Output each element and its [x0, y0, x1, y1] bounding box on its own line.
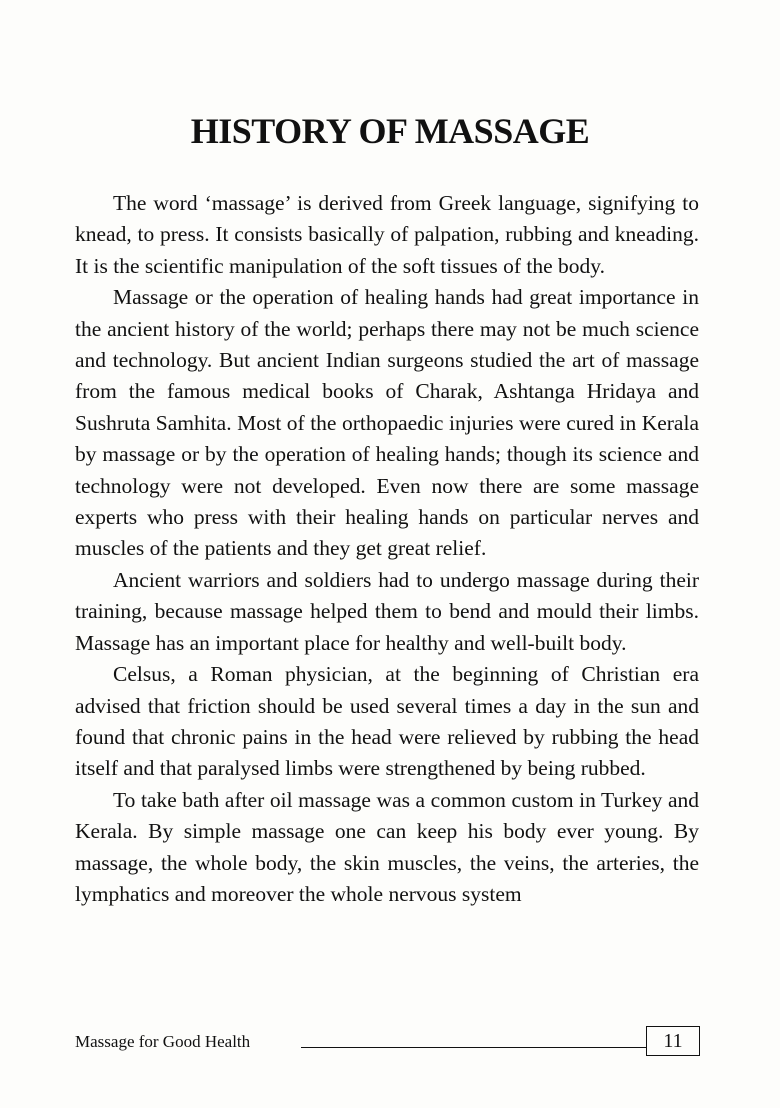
paragraph-3: Ancient warriors and soldiers had to undergo massage during their training, because massage helped them to bend and mould their limbs. Massage has an important place for healthy and well-built body. [75, 567, 699, 655]
footer-book-title: Massage for Good Health [75, 1032, 251, 1051]
paragraph-4: Celsus, a Roman physician, at the beginning of Christian era advised that friction should be used several times a day in the sun and found that chronic pains in the head were relieved by rubbing the head itself and that paralysed limbs were strengthened by being rubbed. [75, 662, 699, 781]
body-text [75, 188, 699, 910]
paragraph-5: To take bath after oil massage was a common custom in Turkey and Kerala. By simple massage one can keep his body ever young. By massage, the whole body, the skin muscles, the veins, the arteries, the lymphatics and moreover the whole nervous system [75, 787, 699, 906]
page-footer [75, 1026, 700, 1058]
page-title: HISTORY OF MASSAGE [190, 111, 590, 152]
paragraph-2: Massage or the operation of healing hands had great importance in the ancient history of the world; perhaps there may not be much science and technology. But ancient Indian surgeons studied the art of massage from the famous medical books of Charak, Ashtanga Hridaya and Sushruta Samhita. Most of the orthopaedic injuries were cured in Kerala by massage or by the operation of healing hands; though its science and technology were not developed. Even now there are some massage experts who press with their healing hands on particular nerves and muscles of the patients and they get great relief. [75, 285, 699, 561]
footer-rule [301, 1047, 646, 1048]
paragraph-1: The word ‘massage’ is derived from Greek language, signifying to knead, to press. It consists basically of palpation, rubbing and kneading. It is the scientific manipulation of the soft tissues of the body. [75, 191, 699, 278]
page-number: 11 [646, 1026, 700, 1056]
